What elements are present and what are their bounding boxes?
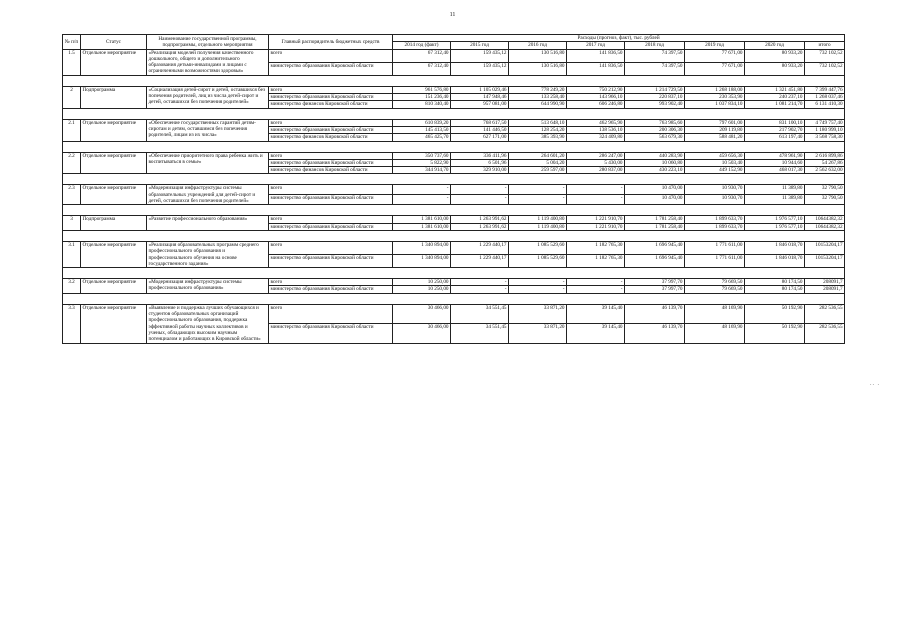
spacer-row: [63, 205, 845, 216]
row-value: -: [509, 195, 567, 205]
row-admin: всего: [269, 216, 393, 223]
row-value: 430 223,10: [625, 167, 685, 174]
header-name: Наименование государственной программы, подпрограммы, отдельного мероприятия: [147, 35, 269, 50]
row-value: 1 229 440,17: [451, 241, 509, 254]
row-value: -: [567, 279, 625, 286]
row-value: 957 081,00: [451, 101, 509, 108]
row-number: 3.2: [63, 279, 81, 294]
row-value: 10 503,40: [685, 159, 745, 166]
row-value: 5 822,90: [393, 159, 451, 166]
row-value: 1 321 451,80: [745, 86, 805, 93]
row-value: 50 192,90: [745, 324, 805, 343]
row-value: 282 536,55: [805, 304, 845, 323]
row-value: 10 930,70: [685, 195, 745, 205]
row-admin: всего: [269, 241, 393, 254]
row-value: 1 268 037,46: [805, 94, 845, 101]
row-value: 34 551,45: [451, 324, 509, 343]
row-value: 77 671,00: [685, 62, 745, 75]
row-admin: всего: [269, 49, 393, 62]
row-value: 2 562 632,00: [805, 167, 845, 174]
spacer-row: [63, 141, 845, 152]
row-value: 240 237,10: [745, 94, 805, 101]
row-value: 259 597,00: [509, 167, 567, 174]
row-status: Подпрограмма: [81, 216, 147, 231]
row-value: 46 139,70: [625, 324, 685, 343]
row-value: 1 180 999,10: [805, 126, 845, 133]
row-number: 1.5: [63, 49, 81, 75]
row-value: 1 263 991,62: [451, 223, 509, 230]
row-value: 1 696 945,40: [625, 241, 685, 254]
row-value: 1 119 400,80: [509, 216, 567, 223]
row-status: Отдельное мероприятие: [81, 152, 147, 174]
row-value: -: [451, 286, 509, 293]
row-value: 7 399 447,76: [805, 86, 845, 93]
row-value: 10 060,80: [625, 159, 685, 166]
row-value: -: [451, 195, 509, 205]
row-value: 80 174,50: [745, 286, 805, 293]
row-value: 130 516,80: [509, 62, 567, 75]
row-value: 37 997,70: [625, 286, 685, 293]
row-admin: министерство образования Кировской области: [269, 324, 393, 343]
row-value: 1 221 910,70: [567, 223, 625, 230]
row-value: 10 944,60: [745, 159, 805, 166]
table-row: [63, 241, 845, 254]
spacer-row: [63, 268, 845, 279]
row-value: 1 263 991,62: [451, 216, 509, 223]
row-value: -: [509, 286, 567, 293]
row-value: 1 381 610,00: [393, 216, 451, 223]
row-admin: министерство образования Кировской области: [269, 159, 393, 166]
row-admin: министерство образования Кировской области: [269, 195, 393, 205]
row-value: 606 246,80: [567, 101, 625, 108]
row-admin: министерство финансов Кировской области: [269, 167, 393, 174]
row-admin: министерство образования Кировской области: [269, 255, 393, 268]
header-year: 2015 год: [451, 42, 509, 49]
row-value: 385 393,90: [509, 134, 567, 141]
row-value: 459 656,30: [685, 152, 745, 159]
row-value: 588 481,20: [685, 134, 745, 141]
row-admin: министерство финансов Кировской области: [269, 134, 393, 141]
row-value: 280 837,00: [567, 167, 625, 174]
row-value: 350 737,60: [393, 152, 451, 159]
row-value: 159 435,12: [451, 62, 509, 75]
row-value: 10644382,32: [805, 216, 845, 223]
row-value: 33 871,20: [509, 304, 567, 323]
header-year: итого: [805, 42, 845, 49]
header-year: 2019 год: [685, 42, 745, 49]
row-value: 1 899 633,70: [685, 216, 745, 223]
row-value: 147 948,46: [451, 94, 509, 101]
row-value: 10 470,00: [625, 185, 685, 195]
row-value: 80 174,50: [745, 279, 805, 286]
row-value: 130 516,80: [509, 49, 567, 62]
header-num: № п/п: [63, 35, 81, 50]
row-value: 732 102,52: [805, 62, 845, 75]
row-value: 217 902,70: [745, 126, 805, 133]
row-status: Подпрограмма: [81, 86, 147, 108]
row-number: 3.3: [63, 304, 81, 343]
row-value: 797 601,00: [685, 119, 745, 126]
row-value: 993 902,40: [625, 101, 685, 108]
row-value: 324 409,80: [567, 134, 625, 141]
header-year: 2017 год: [567, 42, 625, 49]
row-value: 10 250,00: [393, 286, 451, 293]
row-value: 1 899 633,70: [685, 223, 745, 230]
table-row: [63, 185, 845, 195]
row-value: 1 229 440,17: [451, 255, 509, 268]
row-value: 1 846 018,70: [745, 241, 805, 254]
row-value: 80 933,20: [745, 49, 805, 62]
row-value: 11 389,80: [745, 185, 805, 195]
header-status: Статус: [81, 35, 147, 50]
table-row: [63, 119, 845, 126]
row-value: -: [509, 185, 567, 195]
header-admin: Главный распорядитель бюджетных средств: [269, 35, 393, 50]
row-value: 1 081 214,70: [745, 101, 805, 108]
row-value: 67 312,40: [393, 49, 451, 62]
row-value: 961 576,80: [393, 86, 451, 93]
row-value: 768 617,50: [451, 119, 509, 126]
spacer-row: [63, 75, 845, 86]
row-value: 67 312,40: [393, 62, 451, 75]
row-value: 74 397,50: [625, 49, 685, 62]
row-value: 750 212,90: [567, 86, 625, 93]
row-status: Отдельное мероприятие: [81, 49, 147, 75]
row-value: 1 268 188,00: [685, 86, 745, 93]
row-status: Отдельное мероприятие: [81, 119, 147, 141]
row-value: 79 669,50: [685, 279, 745, 286]
row-number: 2.3: [63, 185, 81, 205]
row-admin: министерство образования Кировской области: [269, 223, 393, 230]
row-value: 286 247,00: [567, 152, 625, 159]
row-value: 6 501,96: [451, 159, 509, 166]
row-value: 141 836,50: [567, 62, 625, 75]
row-value: 329 910,00: [451, 167, 509, 174]
row-value: 34 551,45: [451, 304, 509, 323]
row-value: 32 790,50: [805, 195, 845, 205]
row-admin: министерство образования Кировской области: [269, 62, 393, 75]
scan-artifact: .. .: [870, 381, 880, 387]
table-row: [63, 216, 845, 223]
row-name: «Обеспечение государственных гарантий детям-сиротам и детям, оставшимся без попечения родителей, лицам из их числа»: [147, 119, 269, 141]
row-value: 50 192,90: [745, 304, 805, 323]
row-value: 1 214 729,50: [625, 86, 685, 93]
row-value: -: [393, 185, 451, 195]
row-value: 1 105 029,46: [451, 86, 509, 93]
budget-table: [62, 34, 845, 344]
page-number: 11: [449, 12, 456, 18]
row-value: 644 990,90: [509, 101, 567, 108]
row-value: 74 397,50: [625, 62, 685, 75]
row-value: 1 976 577,10: [745, 223, 805, 230]
row-value: 282 536,55: [805, 324, 845, 343]
header-expenses: Расходы (прогноз, факт), тыс. рублей: [393, 35, 845, 42]
row-value: 5 004,20: [509, 159, 567, 166]
row-value: 128 254,20: [509, 126, 567, 133]
row-value: 1 119 400,80: [509, 223, 567, 230]
row-value: 1 846 018,70: [745, 255, 805, 268]
row-value: 1 381 610,00: [393, 223, 451, 230]
row-value: 763 985,60: [625, 119, 685, 126]
header-year: 2014 год (факт): [393, 42, 451, 49]
row-name: «Выявление и поддержка лучших обучающихся и студентов образовательных организаций профессионального образования, поддержка эффективной работы научных коллективов и ученых, обладающих высоким научным потенциалом и работающих в Кировской области»: [147, 304, 269, 343]
row-value: -: [451, 279, 509, 286]
row-name: «Обеспечение приоритетного права ребенка жить и воспитываться в семье»: [147, 152, 269, 174]
row-value: 79 669,50: [685, 286, 745, 293]
row-admin: министерство образования Кировской области: [269, 286, 393, 293]
row-value: 151 236,40: [393, 94, 451, 101]
row-value: 141 446,50: [451, 126, 509, 133]
row-value: 1 085 529,60: [509, 241, 567, 254]
row-admin: министерство образования Кировской области: [269, 126, 393, 133]
row-value: -: [567, 195, 625, 205]
row-value: 1 976 577,10: [745, 216, 805, 223]
row-value: 465 425,70: [393, 134, 451, 141]
row-value: 39 145,40: [567, 304, 625, 323]
row-value: 732 102,52: [805, 49, 845, 62]
row-name: «Развитие профессионального образования»: [147, 216, 269, 231]
row-value: 336 411,96: [451, 152, 509, 159]
row-value: -: [451, 185, 509, 195]
row-value: 1 340 894,00: [393, 241, 451, 254]
row-value: 138 536,10: [567, 126, 625, 133]
row-admin: министерство образования Кировской области: [269, 94, 393, 101]
row-status: Отдельное мероприятие: [81, 241, 147, 267]
row-value: 1 085 529,60: [509, 255, 567, 268]
row-value: 39 145,40: [567, 324, 625, 343]
row-value: 10644382,32: [805, 223, 845, 230]
row-name: «Социализация детей-сирот и детей, оставшихся без попечения родителей, лиц из числа детей-сирот и детей, оставшихся без попечения родителей»: [147, 86, 269, 108]
row-admin: всего: [269, 152, 393, 159]
row-value: 344 914,70: [393, 167, 451, 174]
row-value: 200 306,30: [625, 126, 685, 133]
row-value: 30 466,00: [393, 304, 451, 323]
row-value: 30 466,00: [393, 324, 451, 343]
spacer-row: [63, 108, 845, 119]
row-value: 80 933,20: [745, 62, 805, 75]
row-value: 141 836,50: [567, 49, 625, 62]
row-value: 449 152,90: [685, 167, 745, 174]
row-value: 10 470,00: [625, 195, 685, 205]
row-number: 3: [63, 216, 81, 231]
row-status: Отдельное мероприятие: [81, 279, 147, 294]
table-row: [63, 279, 845, 286]
row-name: «Модернизация инфраструктуры системы образовательных учреждений для детей-сирот и детей, оставшихся без попечения родителей»: [147, 185, 269, 205]
row-status: Отдельное мероприятие: [81, 304, 147, 343]
row-value: 468 017,30: [745, 167, 805, 174]
row-value: 33 871,20: [509, 324, 567, 343]
row-value: 145 413,50: [393, 126, 451, 133]
row-value: 208091,7: [805, 286, 845, 293]
row-value: 264 601,20: [509, 152, 567, 159]
table-row: [63, 86, 845, 93]
row-admin: всего: [269, 279, 393, 286]
row-value: -: [567, 185, 625, 195]
header-year: 2020 год: [745, 42, 805, 49]
row-value: -: [509, 279, 567, 286]
row-value: 810 340,40: [393, 101, 451, 108]
row-value: 1 781 258,40: [625, 216, 685, 223]
row-value: 613 197,40: [745, 134, 805, 141]
row-value: 11 389,80: [745, 195, 805, 205]
row-value: 48 169,90: [685, 324, 745, 343]
spacer-row: [63, 293, 845, 304]
row-name: «Реализация моделей получения качественного дошкольного, общего и дополнительного образования детьми-инвалидами и лицами с ограниченными возможностями здоровья»: [147, 49, 269, 75]
row-value: 133 258,40: [509, 94, 567, 101]
table-row: [63, 49, 845, 62]
row-value: 32 790,50: [805, 185, 845, 195]
row-value: 10153204,17: [805, 241, 845, 254]
row-value: 208091,7: [805, 279, 845, 286]
row-value: 1 696 945,40: [625, 255, 685, 268]
row-status: Отдельное мероприятие: [81, 185, 147, 205]
row-value: 4 749 757,40: [805, 119, 845, 126]
row-value: 6 131 410,30: [805, 101, 845, 108]
row-value: 1 340 894,00: [393, 255, 451, 268]
row-value: 230 353,90: [685, 94, 745, 101]
spacer-row: [63, 230, 845, 241]
row-value: 478 961,90: [745, 152, 805, 159]
row-value: 1 771 611,00: [685, 255, 745, 268]
row-value: 10153204,17: [805, 255, 845, 268]
row-value: 1 037 834,10: [685, 101, 745, 108]
row-number: 2.2: [63, 152, 81, 174]
row-value: 143 966,10: [567, 94, 625, 101]
table-row: [63, 152, 845, 159]
row-value: -: [393, 195, 451, 205]
row-admin: всего: [269, 304, 393, 323]
row-value: 10 930,70: [685, 185, 745, 195]
row-value: 563 679,30: [625, 134, 685, 141]
row-value: 1 771 611,00: [685, 241, 745, 254]
row-value: -: [567, 286, 625, 293]
table-row: [63, 304, 845, 323]
row-value: 3 568 758,30: [805, 134, 845, 141]
row-admin: всего: [269, 86, 393, 93]
row-value: 1 182 765,30: [567, 255, 625, 268]
row-value: 5 430,00: [567, 159, 625, 166]
row-value: 2 616 899,86: [805, 152, 845, 159]
row-value: 627 171,00: [451, 134, 509, 141]
row-value: 77 671,00: [685, 49, 745, 62]
row-value: 10 250,00: [393, 279, 451, 286]
row-value: 831 100,10: [745, 119, 805, 126]
row-value: 54 267,86: [805, 159, 845, 166]
row-admin: министерство финансов Кировской области: [269, 101, 393, 108]
row-value: 37 997,70: [625, 279, 685, 286]
header-year: 2018 год: [625, 42, 685, 49]
row-value: 46 139,70: [625, 304, 685, 323]
row-name: «Модернизация инфраструктуры системы профессионального образования»: [147, 279, 269, 294]
header-year: 2016 год: [509, 42, 567, 49]
row-name: «Реализация образовательных программ среднего профессионального образования и профессионального обучения на основе государственного задания»: [147, 241, 269, 267]
row-number: 3.1: [63, 241, 81, 267]
row-number: 2.1: [63, 119, 81, 141]
row-value: 48 169,90: [685, 304, 745, 323]
row-value: 209 119,80: [685, 126, 745, 133]
row-value: 610 839,20: [393, 119, 451, 126]
row-value: 440 283,90: [625, 152, 685, 159]
row-value: 462 965,90: [567, 119, 625, 126]
row-value: 1 182 765,30: [567, 241, 625, 254]
row-value: 159 435,12: [451, 49, 509, 62]
row-value: 513 648,10: [509, 119, 567, 126]
row-value: 1 221 910,70: [567, 216, 625, 223]
row-value: 778 249,20: [509, 86, 567, 93]
row-admin: всего: [269, 119, 393, 126]
row-value: 220 837,10: [625, 94, 685, 101]
row-value: 1 781 258,40: [625, 223, 685, 230]
row-admin: всего: [269, 185, 393, 195]
row-number: 2: [63, 86, 81, 108]
spacer-row: [63, 174, 845, 185]
